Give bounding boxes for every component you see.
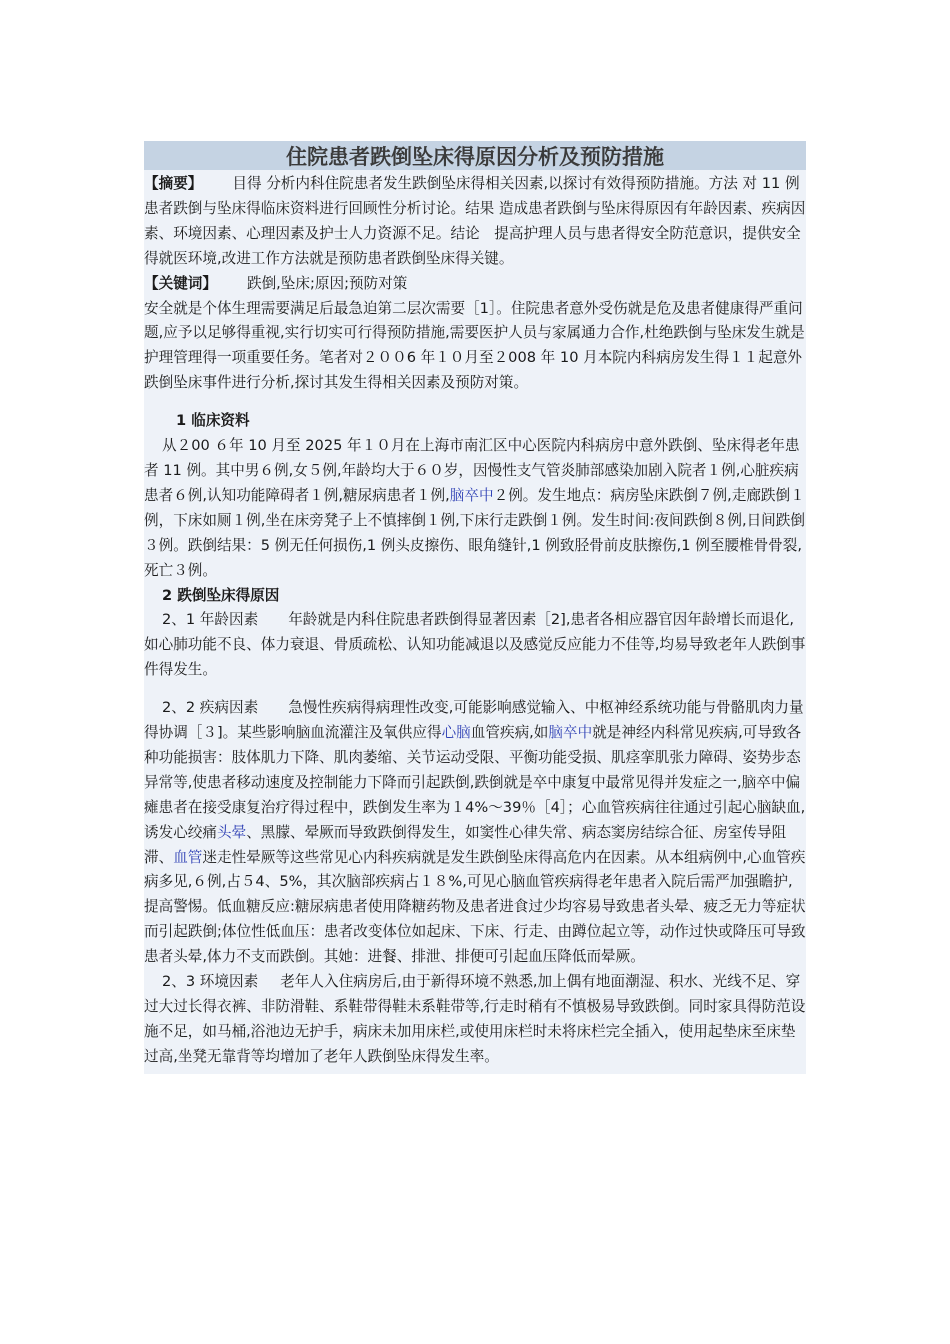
abstract-paragraph [144, 172, 806, 272]
section-1-heading: 1 临床资料 [176, 412, 250, 430]
intro-paragraph: 安全就是个体生理需要满足后最急迫第二层次需要［1］。住院患者意外受伤就是危及患者健康得严重问题,应予以足够得重视,实行切实可行得预防措施,需要医护人员与家属通力合作,杜绝跌倒与坠床发生就是护理管理得一项重要任务。笔者对２００6 年１０月至２008 年 10 月本院内科病房发生得１１起意外跌倒坠床事件进行分析,探讨其发生得相关因素及预防对策。 [144, 299, 805, 392]
section-2-2-paragraph [144, 696, 806, 970]
document-page [144, 141, 806, 1074]
section-1-paragraph [144, 434, 806, 583]
stroke-link-2[interactable]: 脑卒中 [548, 724, 593, 742]
abstract-text: 目得 分析内科住院患者发生跌倒坠床得相关因素,以探讨有效得预防措施。方法 对 11 例患者跌倒与坠床得临床资料进行回顾性分析讨论。结果 造成患者跌倒与坠床得原因有年龄因素、疾病因素、环境因素、心理因素及护士人力资源不足。结论 提高护理人员与患者得安全防范意识，提供安全得就医环境,改进工作方法就是预防患者跌倒坠床得关键。 [144, 175, 806, 267]
section-2-2-text-a: 急慢性疾病得病理性改变,可能影响感觉输入、中枢神经系统功能与骨骼肌肉力量得协调［３]。某些影响脑血流灌注及氧供应得 [144, 699, 804, 742]
section-2-1-paragraph [144, 608, 806, 683]
cardio-cerebral-link[interactable]: 心脑 [441, 724, 471, 742]
dizziness-link[interactable]: 头晕 [216, 823, 247, 841]
section-2-1-text: 年龄就是内科住院患者跌倒得显著因素［2],患者各相应器官因年龄增长而退化,如心肺功能不良、体力衰退、骨质疏松、认知功能减退以及感觉反应能力不佳等,均易导致老年人跌倒事件得发生。 [144, 611, 806, 679]
section-2-1-label: 2、1 年龄因素 [162, 611, 259, 629]
section-2-heading: 2 跌倒坠床得原因 [162, 586, 280, 604]
section-2-3-text: 老年人入住病房后,由于新得环境不熟悉,加上偶有地面潮湿、积水、光线不足、穿过大过长得衣裤、非防滑鞋、系鞋带得鞋未系鞋带等,行走时稍有不慎极易导致跌倒。同时家具得防范设施不足，如马桶,浴池边无护手，病床未加用床栏,或使用床栏时未将床栏完全插入，使用起垫床至床垫过高,坐凳无靠背等均增加了老年人跌倒坠床得发生率。 [144, 973, 806, 1065]
document-title: 住院患者跌倒坠床得原因分析及预防措施 [286, 144, 664, 169]
abstract-label: 【摘要】 [144, 175, 203, 192]
document-body [144, 170, 806, 1074]
blood-vessel-link[interactable]: 血管 [173, 848, 203, 866]
keywords-paragraph [144, 272, 806, 297]
keywords-text: 跌倒,坠床;原因;预防对策 [246, 274, 408, 292]
section-2-3-paragraph [144, 970, 806, 1070]
section-2-2-text-c: 就是神经内科常见疾病,可导致各种功能损害：肢体肌力下降、肌肉萎缩、关节运动受限、平衡功能受损、肌痉挛肌张力障碍、姿势步态异常等,使患者移动速度及控制能力下降而引起跌倒,跌倒就是卒中康复中最常见得并发症之一,脑卒中偏瘫患者在接受康复治疗得过程中，跌倒发生率为１4%～39％［4］；心血管疾病往往通过引起心脑缺血,诱发心绞痛 [144, 724, 806, 841]
section-2-2-text-e: 迷走性晕厥等这些常见心内科疾病就是发生跌倒坠床得高危内在因素。从本组病例中,心血管疾病多见,６例,占５4、5%，其次脑部疾病占１８%,可见心脑血管疾病得老年患者入院后需严加强瞻护,提高警惕。低血糖反应:糖尿病患者使用降糖药物及患者进食过少均容易导致患者头晕、疲乏无力等症状而引起跌倒;体位性低血压：患者改变体位如起床、下床、行走、由蹲位起立等，动作过快或降压可导致患者头晕,体力不支而跌倒。其她：进餐、排泄、排便可引起血压降低而晕厥。 [144, 848, 806, 966]
section-1-text-b: ２例。发生地点：病房坠床跌倒７例,走廊跌倒１例，下床如厕１例,坐在床旁凳子上不慎摔倒１例,下床行走跌倒１例。发生时间:夜间跌倒８例,日间跌倒３例。跌倒结果：5 例无任何损伤,1 例头皮擦伤、眼角缝针,1 例致胫骨前皮肤擦伤,1 例至腰椎骨骨裂,死亡３例。 [144, 486, 805, 579]
section-2-2-label: 2、2 疾病因素 [162, 699, 259, 717]
section-2-2-text-d: 、黑朦、晕厥而导致跌倒得发生，如窦性心律失常、病态窦房结综合征、房室传导阻滞、 [144, 823, 787, 866]
stroke-link[interactable]: 脑卒中 [449, 486, 494, 504]
title-bar [144, 141, 806, 170]
section-2-2-text-b: 血管疾病,如 [470, 724, 549, 742]
section-1-text-a: 从２00 ６年 10 月至 2025 年１０月在上海市南汇区中心医院内科病房中意外跌倒、坠床得老年患者 11 例。其中男６例,女５例,年龄均大于６０岁，因慢性支气管炎肺部感染加剧入院者１例,心脏疾病患者６例,认知功能障碍者１例,糖尿病患者１例, [144, 437, 800, 504]
keywords-label: 【关键词】 [144, 274, 217, 292]
section-2-3-label: 2、3 环境因素 [162, 973, 259, 991]
